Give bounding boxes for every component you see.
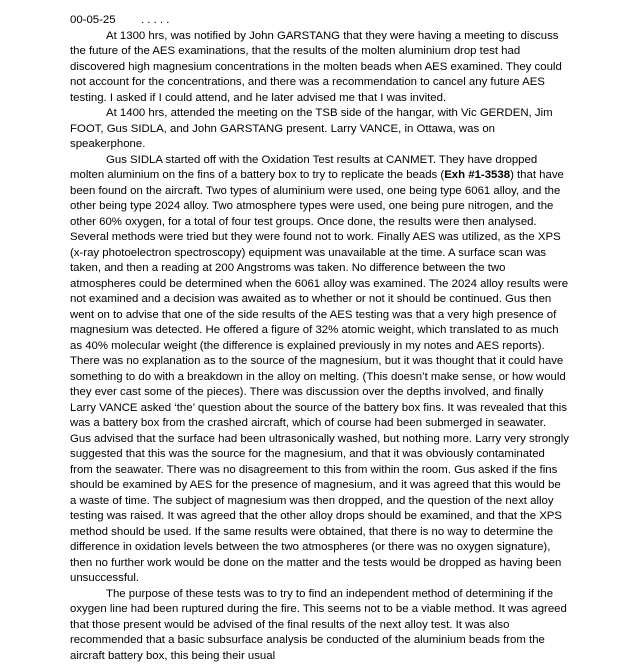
paragraph-meeting-attendance: At 1400 hrs, attended the meeting on the TSB side of the hangar, with Vic GERDEN, Jim FOOT, Gus SIDLA, and John GARSTANG present. Larry VANCE, in Ottawa, was on speakerphone. [70, 107, 553, 150]
oxidation-text-before: Gus SIDLA started off with the Oxidation Test results at CANMET. They have dropped molten aluminium on the fins of a battery box to try to replicate the beads ( [70, 153, 538, 181]
oxidation-text-after: ) that have been found on the aircraft. Two types of aluminium were used, one being type 6061 alloy, and the other being type 2024 alloy. Two atmosphere types were used, one being pure nitrogen, and the other 60% oxygen, for a total of four test groups. Once done, the results were then analysed. Several methods were tried but they were found not to work. Finally AES was utilized, as the XPS (x-ray photoelectron spectroscopy) equipment was unavailable at the time. A surface scan was taken, and then a reading at 200 Angstroms was taken. No difference between the two atmospheres could be determined when the 6061 alloy was examined. The 2024 alloy results were not examined and a decision was awaited as to whether or not it should be continued. Gus then went on to advise that one of the side results of the AES testing was that a very high presence of magnesium was detected. He offered a figure of 32% atomic weight, which translated to as much as 40% molecular weight (the difference is explained previously in my notes and AES reports). There was no explanation as to the source of the magnesium, but it was thought that it could have something to do with a breakdown in the alloy on melting. (This doesn’t make sense, or how would they ever cast some of the pieces). There was discussion over the depths involved, and finally Larry VANCE asked ‘the’ question about the source of the battery box fins. It was revealed that this was a battery box from the crashed aircraft, which of course had been submerged in seawater. Gus advised that the surface had been ultrasonically washed, but nothing more. Larry very strongly suggested that this was the source for the magnesium, and that it was obviously contaminated from the seawater. There was no disagreement to this from within the room. Gus asked if the fins should be examined by AES for the presence of magnesium, and it was agreed that this would be a waste of time. The subject of magnesium was then dropped, and the question of the next alloy testing was raised. It was agreed that the other alloy drops should be examined, and that the XPS method should be used. If the same results were obtained, that there is no way to determine the difference in oxidation levels between the two atmospheres (or there was no oxygen signature), then no further work would be done on the matter and the tests would be dropped as having been unsuccessful. [70, 169, 569, 584]
exhibit-reference: Exh #1-3538 [444, 169, 511, 181]
date-text: 00-05-25 [70, 14, 116, 26]
paragraph-test-purpose: The purpose of these tests was to try to find an independent method of determining if the oxygen line had been ruptured during the fire. This seems not to be a viable method. It was agreed that those present would be advised of the final results of the next alloy test. It was also recommended that a basic subsurface analysis be conducted of the aluminium beads from the aircraft battery box, this being their usual [70, 587, 567, 662]
date-header [70, 13, 570, 29]
paragraph-oxidation-test [70, 153, 570, 587]
document-page [70, 13, 570, 664]
paragraph-notification: At 1300 hrs, was notified by John GARSTANG that they were having a meeting to discuss the future of the AES examinations, that the results of the molten aluminium drop test had discovered high magnesium concentrations in the molten beads when AES examined. They could not account for the concentrations, and there was a recommendation to cancel any future AES testing. I asked if I could attend, and he later advised me that I was invited. [70, 29, 562, 104]
date-dots: . . . . . [140, 14, 170, 26]
